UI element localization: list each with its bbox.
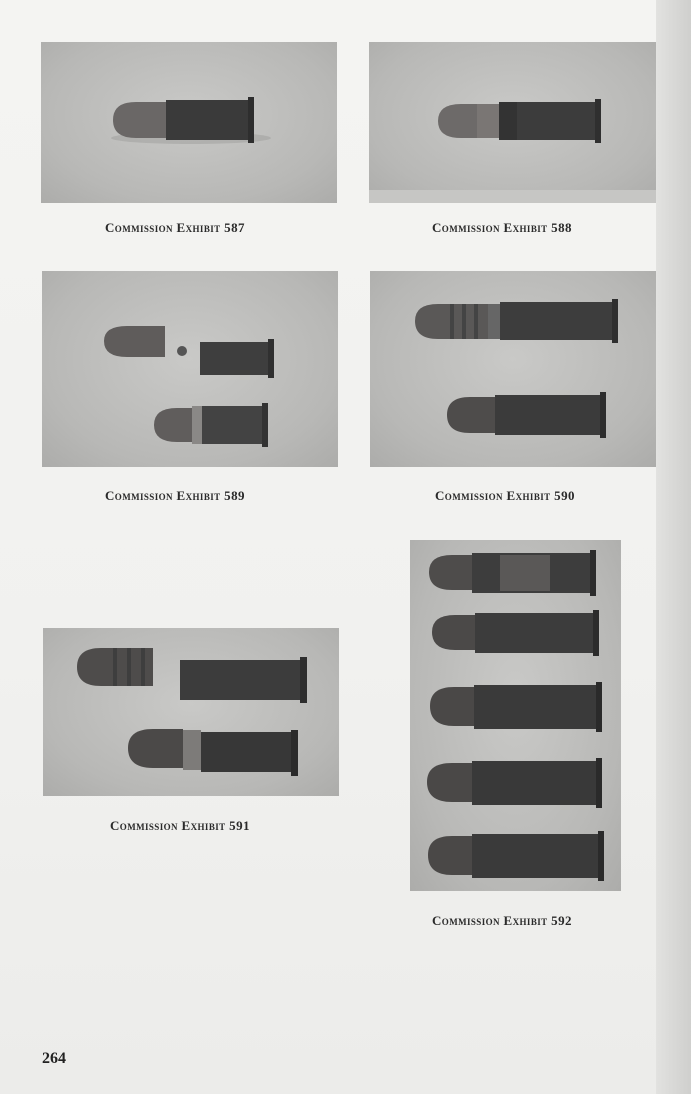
- cartridge-graphic: [370, 271, 656, 467]
- caption-exhibit-590: Commission Exhibit 590: [435, 488, 575, 503]
- cartridge-graphic: [42, 271, 338, 467]
- cartridge-graphic: [410, 540, 621, 891]
- caption-exhibit-592: Commission Exhibit 592: [432, 913, 572, 928]
- photo-exhibit-589: [42, 271, 338, 467]
- caption-exhibit-589: Commission Exhibit 589: [105, 488, 245, 503]
- page-edge: [656, 0, 691, 1094]
- caption-exhibit-588: Commission Exhibit 588: [432, 220, 572, 235]
- photo-exhibit-590: [370, 271, 656, 467]
- cartridge-graphic: [43, 628, 339, 796]
- photo-exhibit-588: [369, 42, 656, 203]
- photo-exhibit-591: [43, 628, 339, 796]
- cartridge-graphic: [41, 42, 337, 203]
- caption-exhibit-591: Commission Exhibit 591: [110, 818, 250, 833]
- photo-exhibit-587: [41, 42, 337, 203]
- caption-exhibit-587: Commission Exhibit 587: [105, 220, 245, 235]
- page-number: 264: [42, 1050, 66, 1067]
- photo-exhibit-592: [410, 540, 621, 891]
- cartridge-graphic: [369, 42, 656, 203]
